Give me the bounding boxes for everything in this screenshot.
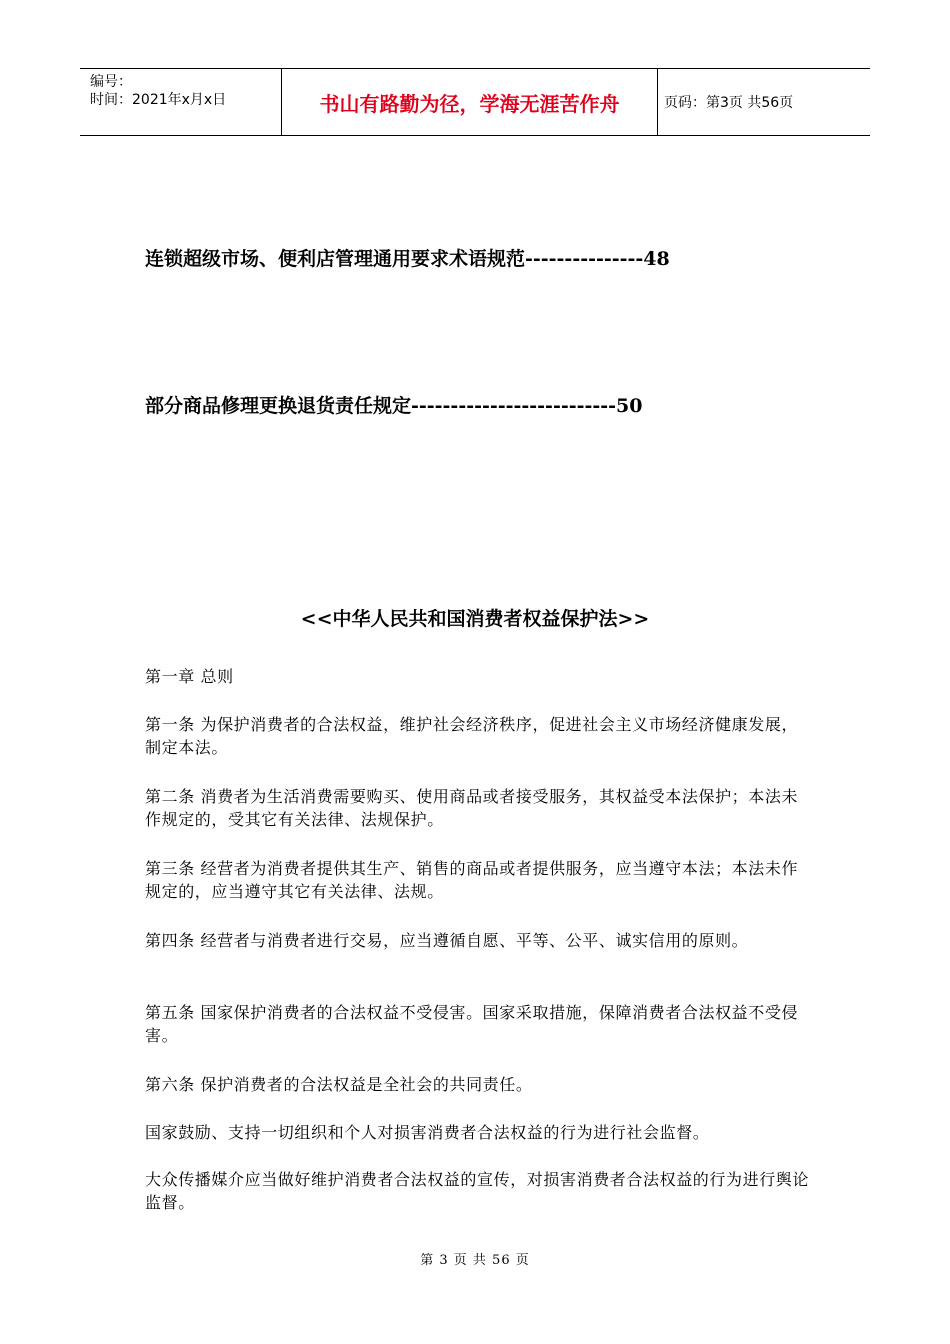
page-header bbox=[80, 68, 870, 136]
document-number-label: 编号： bbox=[90, 74, 132, 90]
article-paragraph: 第五条 国家保护消费者的合法权益不受侵害。国家采取措施，保障消费者合法权益不受侵害。 bbox=[145, 1003, 799, 1045]
page-footer: 第 3 页 共 56 页 bbox=[420, 1253, 530, 1268]
toc-entry[interactable]: 连锁超级市场、便利店管理通用要求术语规范---------------48 bbox=[145, 248, 670, 270]
toc-entry[interactable]: 部分商品修理更换退货责任规定--------------------------50 bbox=[145, 395, 643, 417]
article-paragraph: 第六条 保护消费者的合法权益是全社会的共同责任。 bbox=[145, 1075, 533, 1094]
header-page-info: 页码：第3页 共56页 bbox=[664, 95, 794, 111]
header-motto: 书山有路勤为径，学海无涯苦作舟 bbox=[282, 69, 658, 135]
article-paragraph: 第一条 为保护消费者的合法权益，维护社会经济秩序，促进社会主义市场经济健康发展，制定本法。 bbox=[145, 715, 799, 757]
header-meta bbox=[80, 69, 282, 135]
law-title: <<中华人民共和国消费者权益保护法>> bbox=[300, 608, 650, 630]
chapter-heading: 第一章 总则 bbox=[145, 667, 234, 686]
document-date: 时间：2021年x月x日 bbox=[90, 92, 227, 108]
article-paragraph: 国家鼓励、支持一切组织和个人对损害消费者合法权益的行为进行社会监督。 bbox=[145, 1123, 710, 1142]
article-paragraph: 大众传播媒介应当做好维护消费者合法权益的宣传，对损害消费者合法权益的行为进行舆论监督。 bbox=[145, 1170, 810, 1212]
article-paragraph: 第二条 消费者为生活消费需要购买、使用商品或者接受服务，其权益受本法保护；本法未作规定的，受其它有关法律、法规保护。 bbox=[145, 787, 799, 829]
article-paragraph: 第三条 经营者为消费者提供其生产、销售的商品或者提供服务，应当遵守本法；本法未作规定的，应当遵守其它有关法律、法规。 bbox=[145, 859, 799, 901]
article-paragraph: 第四条 经营者与消费者进行交易，应当遵循自愿、平等、公平、诚实信用的原则。 bbox=[145, 931, 749, 950]
